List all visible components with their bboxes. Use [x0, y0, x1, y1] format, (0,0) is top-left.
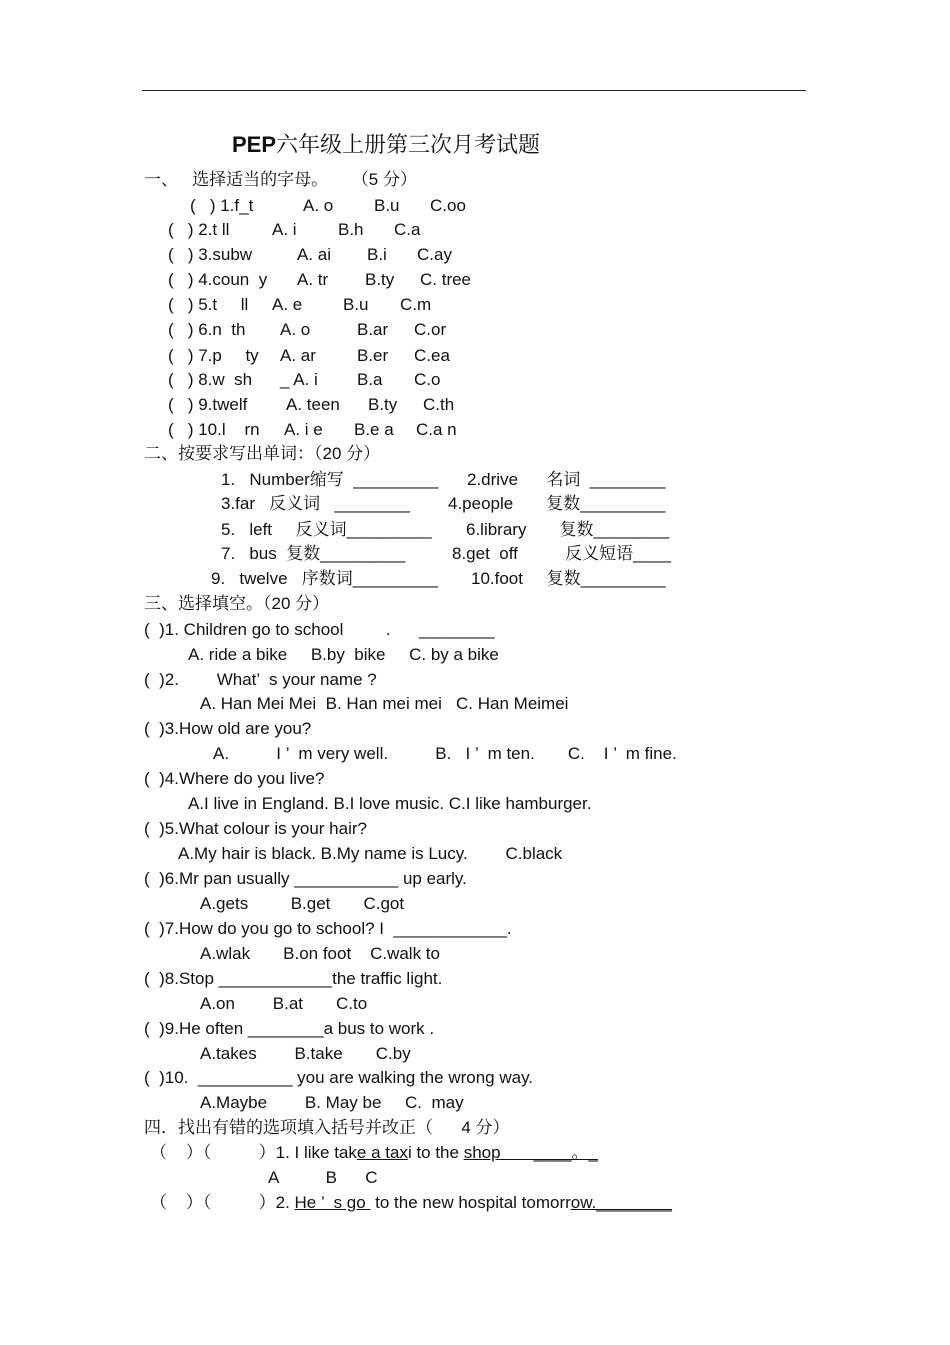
s2-item-right: 10.foot 复数_________: [471, 569, 666, 588]
s3-options: A. I ’ m very well. B. I ’ m ten. C. I ’ m fine.: [213, 744, 677, 763]
s1-option-b: B.h: [338, 220, 364, 239]
s1-option-b: B.u: [374, 196, 400, 215]
s1-option-c: C.th: [423, 395, 455, 414]
s1-option-a: _ A. i: [280, 370, 318, 389]
s3-options: A. ride a bike B.by bike C. by a bike: [188, 645, 499, 664]
section-3-heading: 三、选择填空。（20 分）: [144, 594, 330, 613]
s1-option-b: B.e a: [354, 420, 394, 439]
s1-option-c: C.m: [400, 295, 432, 314]
s1-item-stem: ( ) 2.t ll: [168, 220, 230, 239]
s1-option-a: A. e: [272, 295, 303, 314]
s2-item-right: 6.library 复数________: [466, 520, 670, 539]
s1-option-b: B.a: [357, 370, 383, 389]
s3-question: ( )3.How old are you?: [144, 719, 312, 738]
s1-option-b: B.u: [343, 295, 369, 314]
s1-option-b: B.ty: [368, 395, 398, 414]
s1-item-stem: ( ) 3.subw: [168, 245, 253, 264]
s3-question: ( )8.Stop ____________the traffic light.: [144, 969, 443, 988]
s3-options: A.gets B.get C.got: [200, 894, 405, 913]
s1-item-stem: ( ) 10.l rn: [168, 420, 260, 439]
s1-option-b: B.ar: [357, 320, 389, 339]
s3-options: A.wlak B.on foot C.walk to: [200, 944, 440, 963]
s1-option-a: A. tr: [297, 270, 329, 289]
s1-option-c: C. tree: [420, 270, 472, 289]
s2-item-left: 5. left 反义词_________: [221, 520, 432, 539]
s3-question: ( )4.Where do you live?: [144, 769, 325, 788]
s3-options: A.takes B.take C.by: [200, 1044, 411, 1063]
s1-item-stem: ( ) 1.f_t: [190, 196, 254, 215]
s1-option-a: A. i e: [284, 420, 323, 439]
s3-question: ( )10. __________ you are walking the wrong way.: [144, 1068, 534, 1087]
s3-options: A.Maybe B. May be C. may: [200, 1093, 464, 1112]
s2-item-right: 8.get off 反义短语____: [452, 544, 671, 563]
s1-option-c: C.ea: [414, 346, 450, 365]
top-rule: [142, 90, 806, 91]
s3-options: A. Han Mei Mei B. Han mei mei C. Han Meimei: [200, 694, 569, 713]
s1-option-a: A. teen: [286, 395, 340, 414]
s2-item-left: 9. twelve 序数词_________: [211, 569, 438, 588]
s1-option-c: C.a n: [416, 420, 457, 439]
s1-option-a: A. o: [280, 320, 311, 339]
error-question-2: （ ）（ ）2. He ’ s go to the new hospital tomorrow.________: [150, 1193, 672, 1212]
section-4-heading: 四．找出有错的选项填入括号并改正（ 4 分）: [144, 1118, 510, 1137]
section-1-heading: 一、 选择适当的字母。 （5 分）: [144, 170, 417, 189]
s1-option-a: A. ai: [297, 245, 332, 264]
s3-question: ( )5.What colour is your hair?: [144, 819, 367, 838]
s1-option-a: A. ar: [280, 346, 316, 365]
s2-item-right: 4.people 复数_________: [448, 494, 666, 513]
s1-option-b: B.i: [367, 245, 387, 264]
s2-item-left: 1. Number缩写 _________: [221, 470, 439, 489]
s1-item-stem: ( ) 9.twelf: [168, 395, 248, 414]
s1-item-stem: ( ) 7.p ty: [168, 346, 259, 365]
s1-option-c: C.a: [394, 220, 421, 239]
s1-option-b: B.er: [357, 346, 389, 365]
s2-item-left: 7. bus 复数_________: [221, 544, 406, 563]
s1-option-c: C.oo: [430, 196, 466, 215]
s1-option-a: A. i: [272, 220, 297, 239]
s1-item-stem: ( ) 6.n th: [168, 320, 246, 339]
s3-options: A.My hair is black. B.My name is Lucy. C.black: [178, 844, 563, 863]
s1-item-stem: ( ) 8.w sh: [168, 370, 253, 389]
s3-question: ( )1. Children go to school . ________: [144, 620, 495, 639]
s3-question: ( )2. What’ s your name ?: [144, 670, 377, 689]
s2-item-right: 2.drive 名词 ________: [467, 470, 666, 489]
s1-option-a: A. o: [303, 196, 334, 215]
s3-question: ( )7.How do you go to school? I ____________.: [144, 919, 512, 938]
s3-question: ( )9.He often ________a bus to work .: [144, 1019, 435, 1038]
s3-options: A.on B.at C.to: [200, 994, 368, 1013]
s3-options: A.I live in England. B.I love music. C.I like hamburger.: [188, 794, 592, 813]
s1-option-b: B.ty: [365, 270, 395, 289]
s1-item-stem: ( ) 5.t ll: [168, 295, 249, 314]
s2-item-left: 3.far 反义词 ________: [221, 494, 410, 513]
error-question-1: （ ）（ ）1. I like take a taxi to the shop ____。_: [150, 1143, 598, 1162]
error-question-1-letters: A B C: [268, 1168, 378, 1187]
s1-option-c: C.ay: [417, 245, 452, 264]
s1-option-c: C.or: [414, 320, 447, 339]
s3-question: ( )6.Mr pan usually ___________ up early.: [144, 869, 467, 888]
section-2-heading: 二、按要求写出单词：（20 分）: [144, 444, 381, 463]
s1-item-stem: ( ) 4.coun y: [168, 270, 268, 289]
s1-option-c: C.o: [414, 370, 441, 389]
page-title: PEP六年级上册第三次月考试题: [232, 132, 541, 157]
